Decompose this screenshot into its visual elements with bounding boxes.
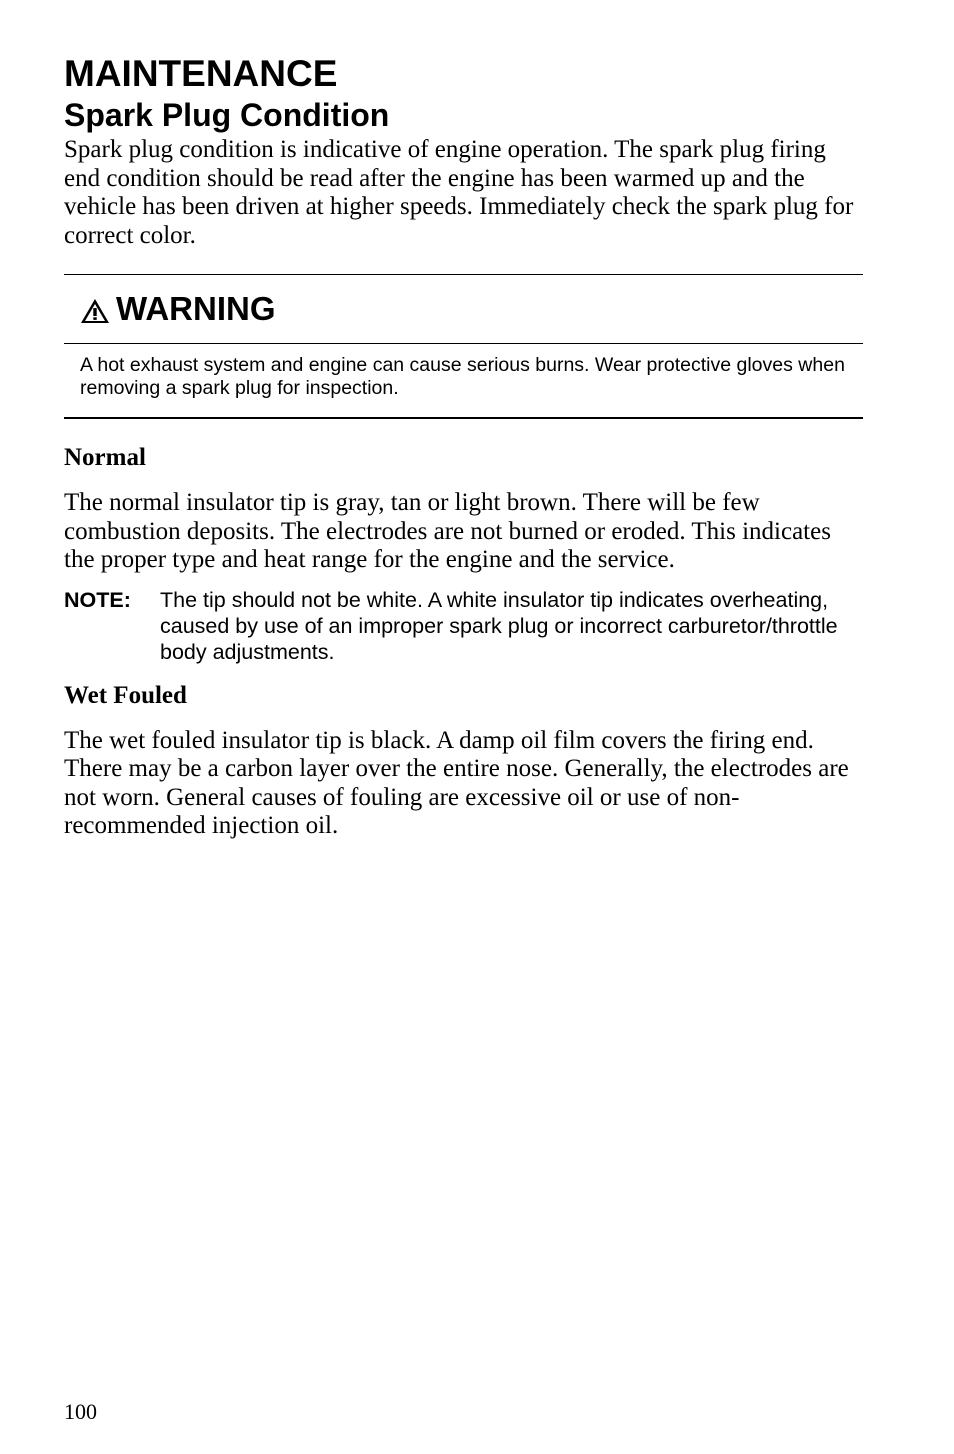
wet-fouled-heading: Wet Fouled <box>64 681 187 709</box>
warning-text: A hot exhaust system and engine can cause serious burns. Wear protective gloves when removing a spark plug for inspection. <box>80 354 845 399</box>
document-page <box>64 52 864 841</box>
subsection-title: Spark Plug Condition <box>64 97 390 133</box>
warning-header <box>64 275 863 344</box>
warning-box <box>64 274 863 419</box>
note-text: The tip should not be white. A white insulator tip indicates overheating, caused by use of an improper spark plug or incorrect carburetor/throttle body adjustments. <box>160 587 838 664</box>
warning-title: WARNING <box>116 290 276 327</box>
normal-heading: Normal <box>64 444 146 471</box>
warning-triangle-icon <box>80 298 110 324</box>
intro-paragraph: Spark plug condition is indicative of engine operation. The spark plug firing end condition should be read after the engine has been warmed up and the vehicle has been driven at higher speeds. Immediately check the spark plug for correct color. <box>64 136 854 249</box>
normal-paragraph: The normal insulator tip is gray, tan or light brown. There will be few combustion deposits. The electrodes are not burned or eroded. This indicates the proper type and heat range for the engine and the service. <box>64 489 831 573</box>
wet-fouled-paragraph: The wet fouled insulator tip is black. A damp oil film covers the firing end. There may be a carbon layer over the entire nose. Generally, the electrodes are not worn. General causes of fouling are excessive oil or use of non-recommended injection oil. <box>64 726 849 839</box>
page-number: 100 <box>64 1399 97 1424</box>
section-title: MAINTENANCE <box>64 53 338 94</box>
note-label: NOTE: <box>64 587 131 612</box>
note <box>64 587 864 665</box>
